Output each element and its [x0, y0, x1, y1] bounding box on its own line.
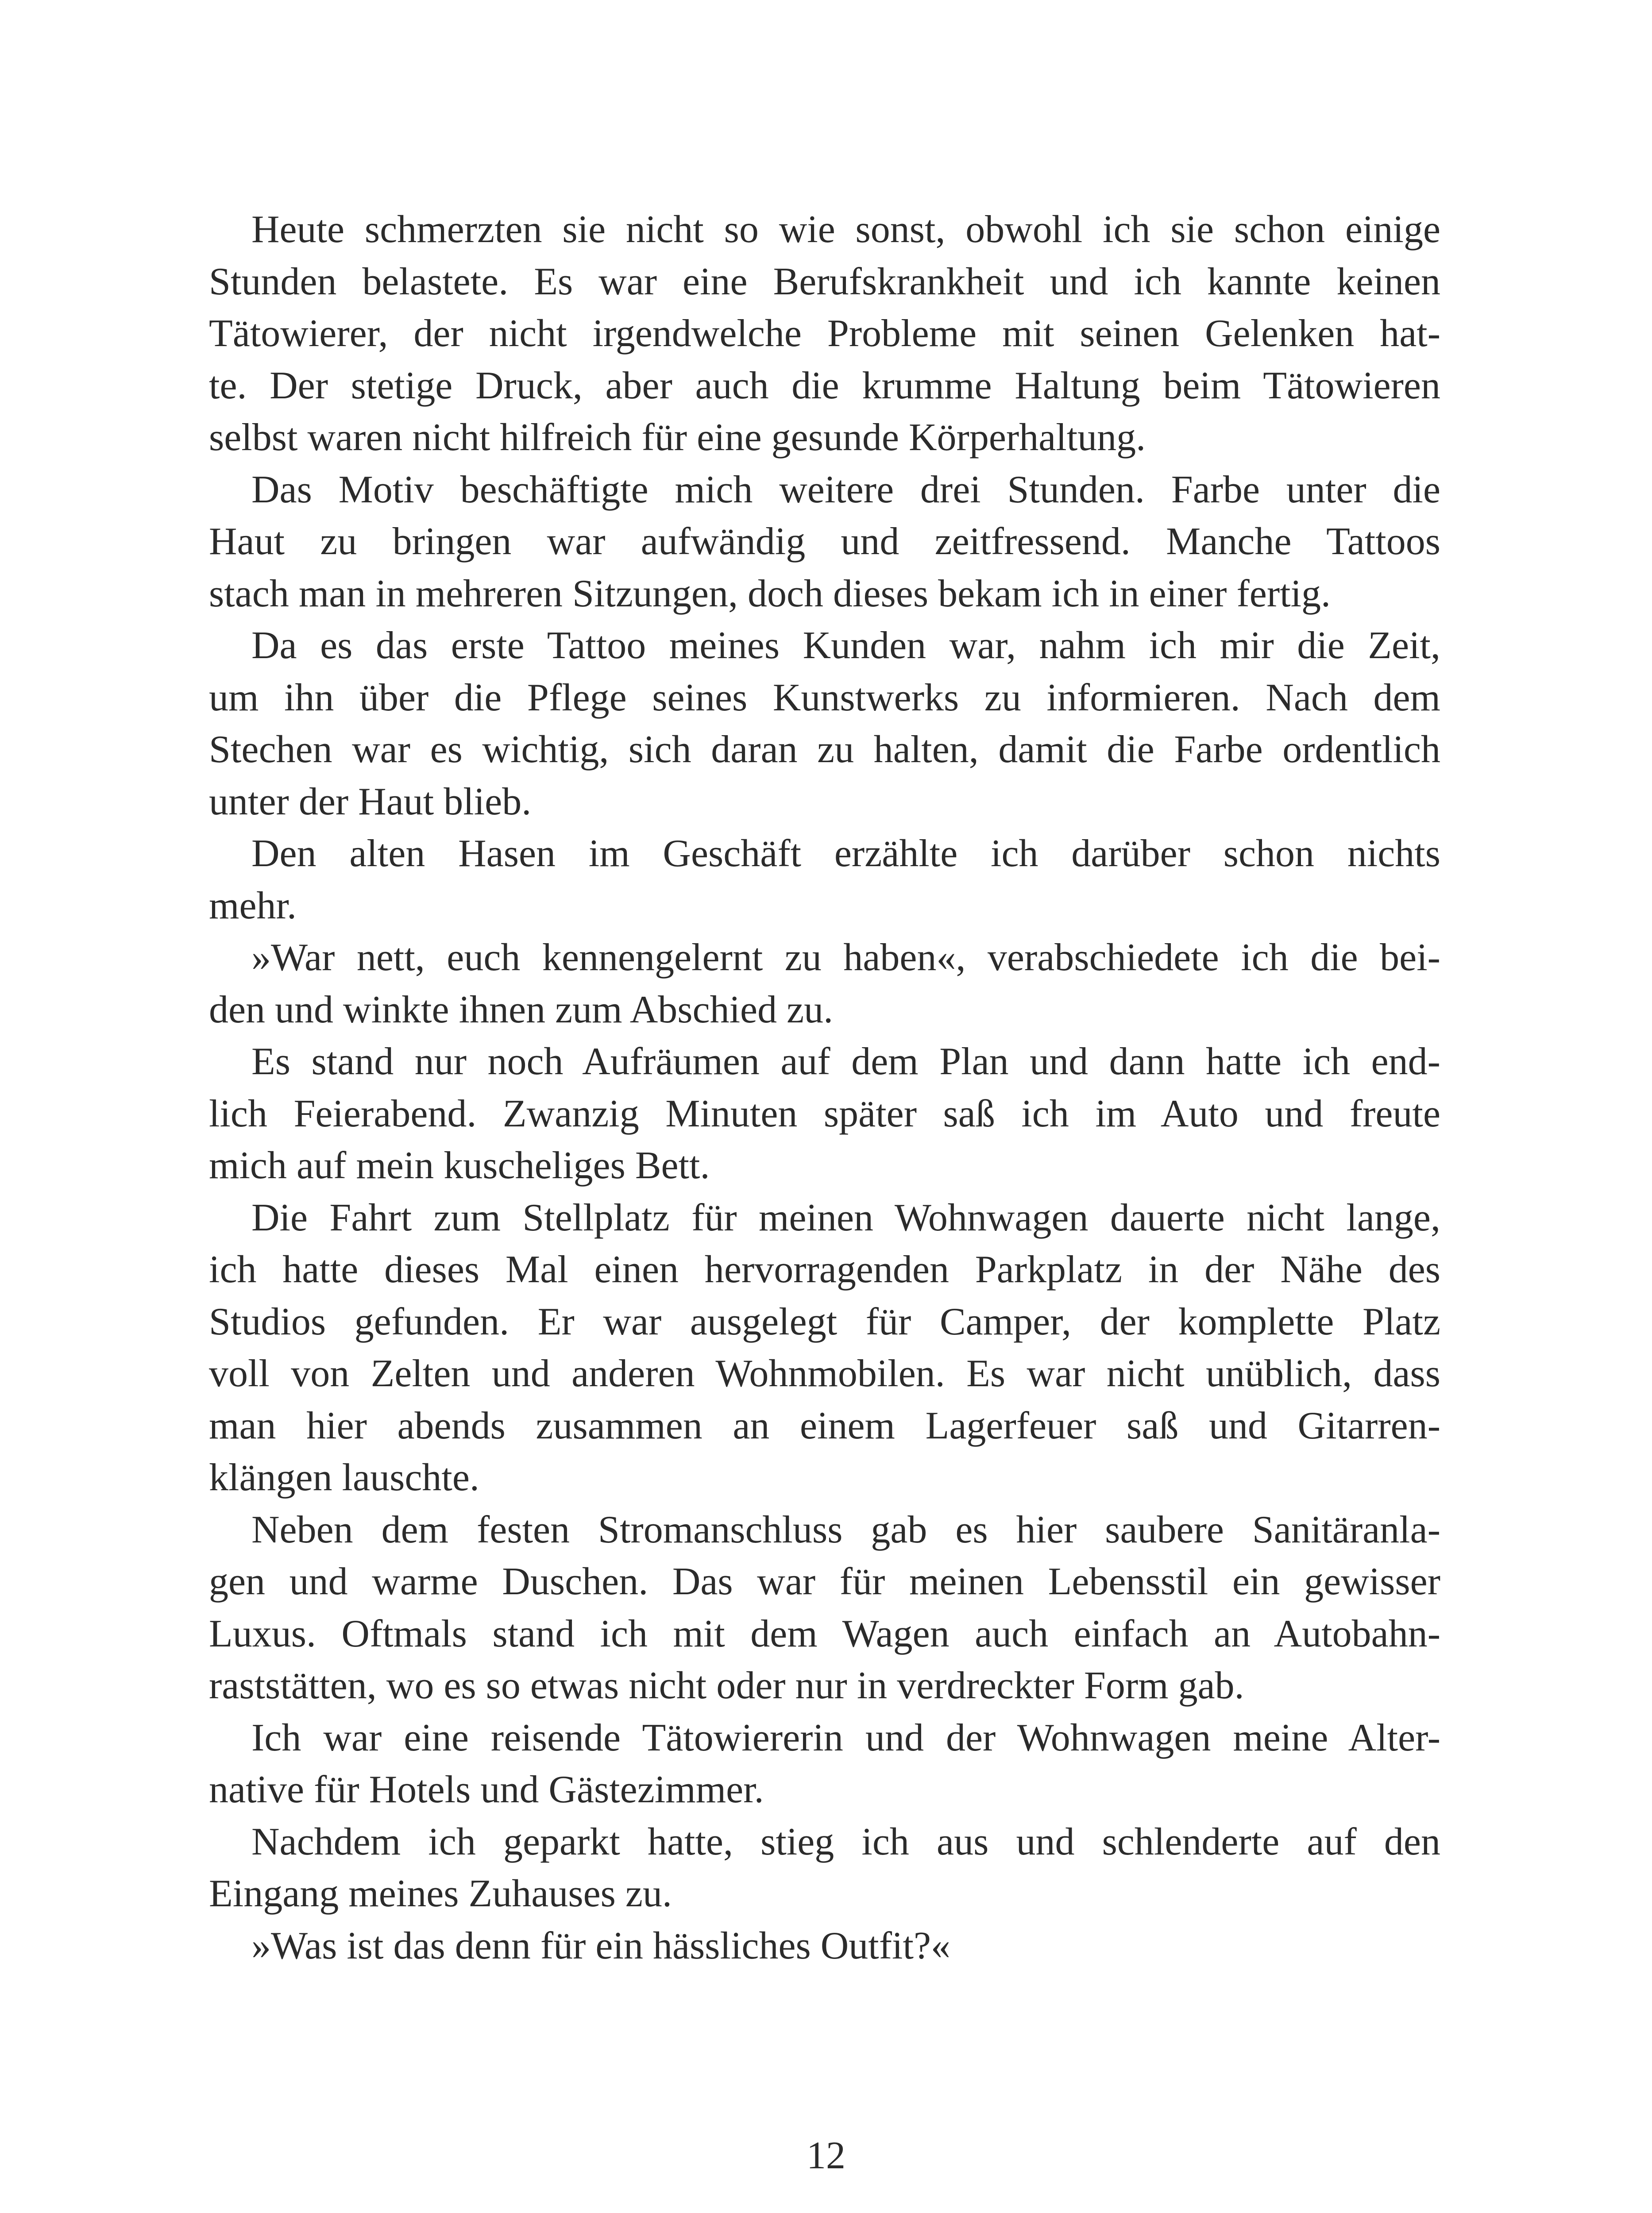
text-line: »War nett, euch kennengelernt zu haben«, verabschiedete ich die bei- — [251, 936, 1440, 979]
text-line: raststätten, wo es so etwas nicht oder nur in verdreckter Form gab. — [209, 1664, 1244, 1707]
text-line: Eingang meines Zuhauses zu. — [209, 1872, 672, 1915]
text-line: te. Der stetige Druck, aber auch die krumme Haltung beim Tätowieren — [209, 364, 1440, 407]
text-line: unter der Haut blieb. — [209, 780, 532, 823]
text-line: selbst waren nicht hilfreich für eine gesunde Körperhaltung. — [209, 416, 1146, 459]
text-line: Den alten Hasen im Geschäft erzählte ich darüber schon nichts — [251, 832, 1440, 875]
paragraph — [209, 1036, 1440, 1192]
text-line: mich auf mein kuscheliges Bett. — [209, 1144, 710, 1187]
text-line: lich Feierabend. Zwanzig Minuten später saß ich im Auto und freute — [209, 1092, 1440, 1135]
text-line: mehr. — [209, 884, 297, 927]
paragraph — [209, 1712, 1440, 1816]
text-line: Stechen war es wichtig, sich daran zu halten, damit die Farbe ordentlich — [209, 728, 1440, 771]
text-line: ich hatte dieses Mal einen hervorragenden Parkplatz in der Nähe des — [209, 1248, 1440, 1291]
text-line: gen und warme Duschen. Das war für meinen Lebensstil ein gewisser — [209, 1560, 1440, 1603]
text-line: Heute schmerzten sie nicht so wie sonst, obwohl ich sie schon einige — [251, 208, 1440, 251]
text-line: Da es das erste Tattoo meines Kunden war, nahm ich mir die Zeit, — [251, 624, 1440, 667]
text-line: Studios gefunden. Er war ausgelegt für Camper, der komplette Platz — [209, 1300, 1440, 1343]
paragraph — [209, 204, 1440, 464]
text-line: Die Fahrt zum Stellplatz für meinen Wohnwagen dauerte nicht lange, — [251, 1196, 1440, 1239]
text-line: stach man in mehreren Sitzungen, doch dieses bekam ich in einer fertig. — [209, 572, 1331, 615]
paragraph — [209, 932, 1440, 1036]
paragraph — [209, 620, 1440, 828]
text-line: native für Hotels und Gästezimmer. — [209, 1768, 764, 1811]
text-line: Es stand nur noch Aufräumen auf dem Plan und dann hatte ich end- — [251, 1040, 1440, 1083]
text-line: Nachdem ich geparkt hatte, stieg ich aus und schlenderte auf den — [251, 1820, 1440, 1863]
paragraph — [209, 1504, 1440, 1712]
text-line: Haut zu bringen war aufwändig und zeitfressend. Manche Tattoos — [209, 520, 1440, 563]
paragraph — [209, 1816, 1440, 1920]
text-line: Tätowierer, der nicht irgendwelche Probleme mit seinen Gelenken hat- — [209, 312, 1440, 355]
text-line: Das Motiv beschäftigte mich weitere drei Stunden. Farbe unter die — [251, 468, 1440, 511]
text-line: man hier abends zusammen an einem Lagerfeuer saß und Gitarren- — [209, 1404, 1440, 1447]
paragraph — [209, 1192, 1440, 1504]
text-line: Luxus. Oftmals stand ich mit dem Wagen auch einfach an Autobahn- — [209, 1612, 1440, 1655]
text-line: um ihn über die Pflege seines Kunstwerks zu informieren. Nach dem — [209, 676, 1440, 719]
text-line: Neben dem festen Stromanschluss gab es hier saubere Sanitäranla- — [251, 1508, 1440, 1551]
body-text — [209, 204, 1440, 1972]
text-line: klängen lauschte. — [209, 1456, 479, 1499]
text-line: voll von Zelten und anderen Wohnmobilen. Es war nicht unüblich, dass — [209, 1352, 1440, 1395]
paragraph — [209, 1920, 1440, 1972]
text-line: den und winkte ihnen zum Abschied zu. — [209, 988, 834, 1031]
paragraph — [209, 464, 1440, 620]
text-line: Stunden belastete. Es war eine Berufskrankheit und ich kannte keinen — [209, 260, 1440, 303]
page-number: 12 — [807, 2134, 845, 2177]
text-line: Ich war eine reisende Tätowiererin und der Wohnwagen meine Alter- — [251, 1716, 1440, 1759]
text-line: »Was ist das denn für ein hässliches Outfit?« — [251, 1924, 951, 1967]
paragraph — [209, 828, 1440, 932]
